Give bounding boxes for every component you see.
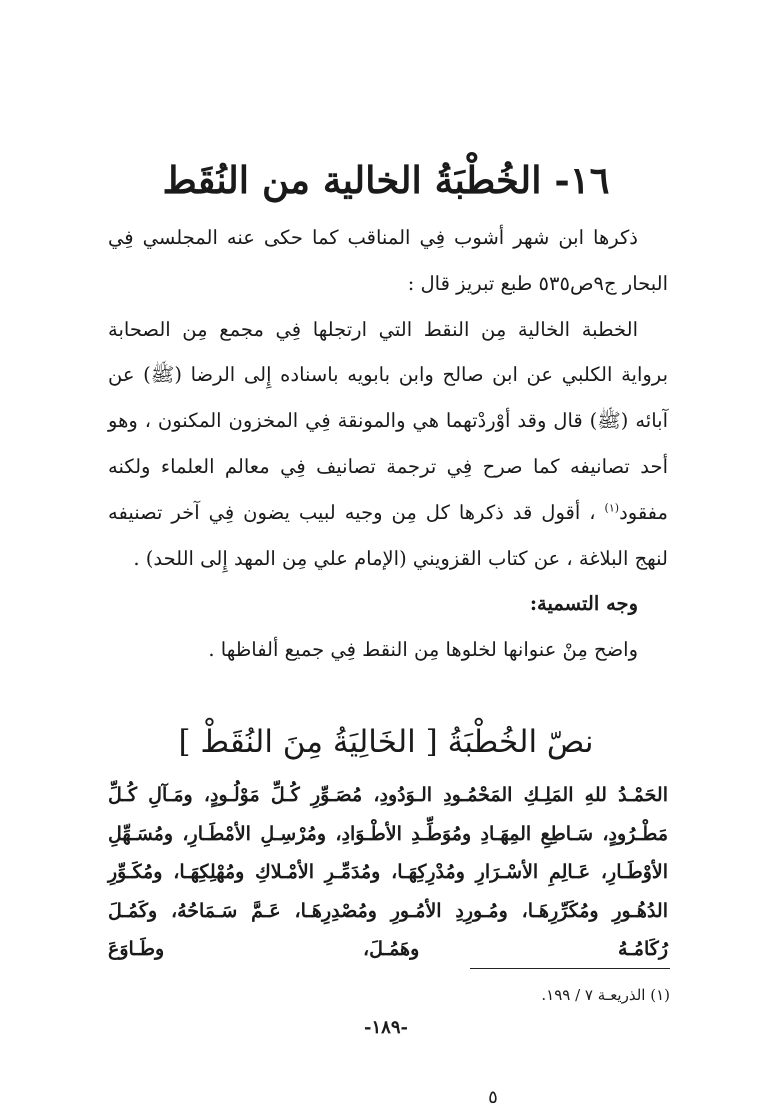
intro-paragraph-2 — [108, 307, 668, 582]
naming-heading: وجه التسمية: — [529, 592, 638, 616]
naming-paragraph: واضح مِنْ عنوانها لخلوها مِن النقط فِي جميع ألفاظها . — [208, 638, 638, 662]
intro-paragraph-2-part-a: الخطبة الخالية مِن النقط التي ارتجلها فِي مجمع مِن الصحابة برواية الكلبي عن ابن صالح وابن بابويه باسناده إِلى الرضا (ﷺ) عن آبائه (ﷺ) قال وقد أوْردْتهما هي والمونقة فِي المخزون المكنون ، وهو أحد تصانيفه كما صرح فِي ترجمة تصانيف فِي معالم العلماء ولكنه مفقود — [108, 317, 668, 524]
khutba-text-block — [108, 776, 668, 969]
intro-paragraph-1: ذكرها ابن شهر أشوب فِي المناقب كما حكى عنه المجلسي فِي البحار ج٩ص٥٣٥ طبع تبريز قال : — [108, 226, 668, 295]
khutba-text: الحَمْـدُ للهِ المَلِـكِ المَحْمُـودِ الـوَدُودِ، مُصَـوِّرِ كُـلِّ مَوْلُـودٍ، ومَـآلِ كُـلِّ مَطْـرُودٍ، سَـاطِعِ المِهَـادِ ومُوَطِّـدِ الأطْـوَادِ، ومُرْسِـلِ الأمْطَـارِ، ومُسَـهِّلِ الأوْطَـارِ، عَـالِمِ الأسْـرَارِ ومُدْرِكِهَـا، ومُدَمِّـرِ الأمْـلاكِ ومُهْلِكِهَـا، ومُكَـوِّرِ الدُهُـورِ ومُكَرِّرِهَـا، ومُـورِدِ الأمُـورِ ومُصْدِرِهَـا، عَـمَّ سَـمَاحُهُ، وكَمُـلَ رُكَامُـهُ وهَمُـلَ، وطَـاوَعَ — [108, 784, 668, 961]
corner-mark: ٥ — [488, 1087, 498, 1108]
intro-section — [108, 215, 668, 673]
page-number: -١٨٩- — [364, 1017, 408, 1038]
footnote: (١) الذريعـة ٧ / ١٩٩. — [541, 986, 670, 1004]
chapter-title — [150, 148, 622, 212]
footnote-reference: (١) — [604, 501, 620, 515]
footnote-divider — [470, 968, 670, 969]
chapter-title-text: ١٦- الخُطْبَةُ الخالية من النُقَط — [162, 158, 610, 202]
intro-paragraph-2-part-b: ، أقول قد ذكرها كل مِن وجيه لبيب يضون فِي آخر تصنيفه لنهج البلاغة ، عن كتاب القزويني (الإمام علي مِن المهد إِلى اللحد) . — [108, 500, 668, 570]
khutba-title: نصّ الخُطْبَةُ [ الخَالِيَةُ مِنَ النُقَطْ ] — [178, 724, 594, 760]
